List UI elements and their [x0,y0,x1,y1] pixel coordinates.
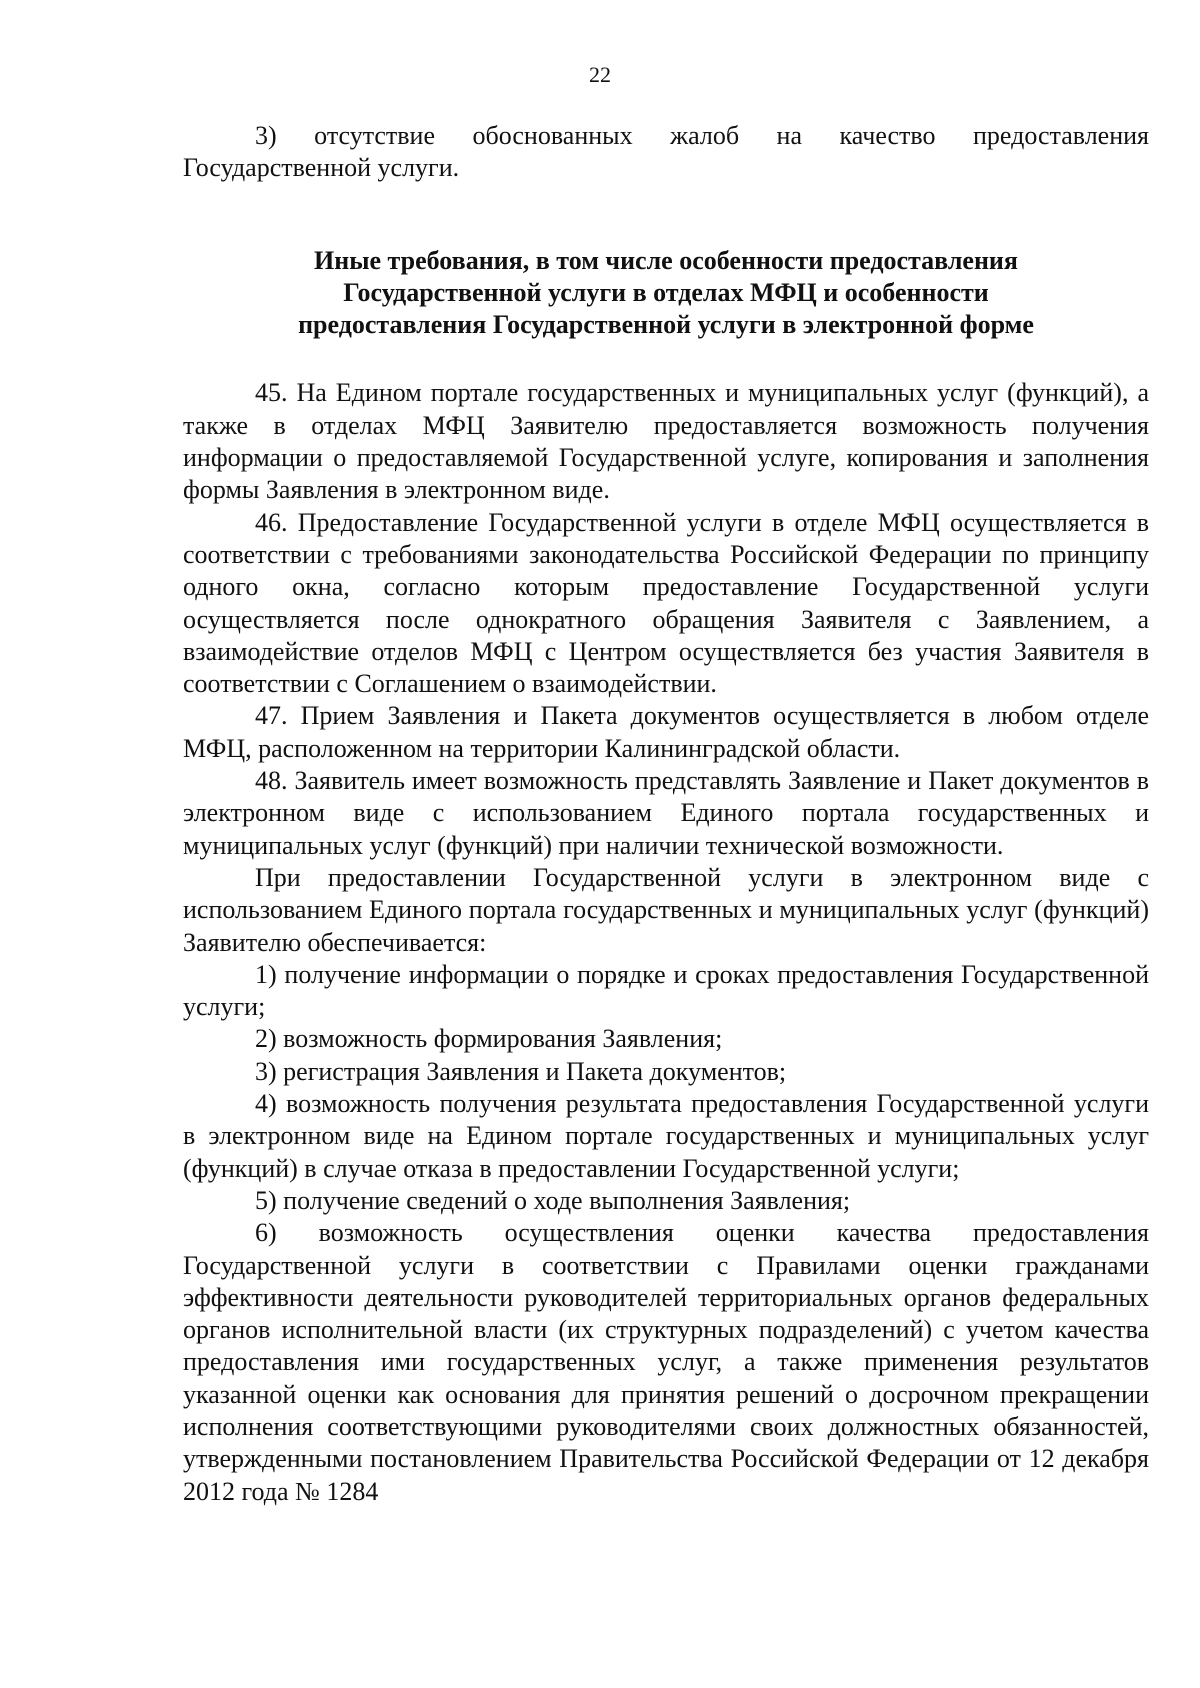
list-item-4: 4) возможность получения результата предоставления Государственной услуги в электронном виде на Едином портале государственных и муниципальных услуг (функций) в случае отказа в предоставлении Государственной услуги; [183,1089,1149,1183]
section-heading [183,245,1149,342]
list-item-5: 5) получение сведений о ходе выполнения Заявления; [255,1185,851,1215]
paragraph-electronic-intro: При предоставлении Государственной услуги в электронном виде с использованием Единого портала государственных и муниципальных услуг (функций) Заявителю обеспечивается: [183,862,1149,957]
document-body [183,120,1149,1508]
list-item-6: 6) возможность осуществления оценки качества предоставления Государственной услуги в соответствии с Правилами оценки гражданами эффективности деятельности руководителей территориальных органов федеральных органов исполнительной власти (их структурных подразделений) с учетом качества предоставления ими государственных услуг, а также применения результатов указанной оценки как основания для принятия решений о досрочном прекращении исполнения соответствующими руководителями своих должностных обязанностей, утвержденными постановлением Правительства Российской Федерации от 12 декабря 2012 года № 1284 [183,1218,1149,1506]
page-number: 22 [589,62,611,87]
section-heading-line: Государственной услуги в отделах МФЦ и особенности [343,277,989,307]
section-heading-line: Иные требования, в том числе особенности предоставления [314,245,1018,275]
paragraph-45: 45. На Едином портале государственных и муниципальных услуг (функций), а также в отделах МФЦ Заявителю предоставляется возможность получения информации о предоставляемой Государственной услуге, копирования и заполнения формы Заявления в электронном виде. [183,378,1149,505]
list-item-2: 2) возможность формирования Заявления; [255,1024,723,1054]
paragraph-48: 48. Заявитель имеет возможность представлять Заявление и Пакет документов в электронном виде с использованием Единого портала государственных и муниципальных услуг (функций) при наличии технической возможности. [183,766,1149,860]
section-heading-line: предоставления Государственной услуги в электронной форме [298,310,1034,340]
intro-list-item: 3) отсутствие обоснованных жалоб на качество предоставления Государственной услуги. [183,121,1149,183]
list-item-3: 3) регистрация Заявления и Пакета документов; [255,1056,787,1086]
paragraph-46: 46. Предоставление Государственной услуги в отделе МФЦ осуществляется в соответствии с требованиями законодательства Российской Федерации по принципу одного окна, согласно которым предоставление Государственной услуги осуществляется после однократного обращения Заявителя с Заявлением, а взаимодействие отделов МФЦ с Центром осуществляется без участия Заявителя в соответствии с Соглашением о взаимодействии. [183,507,1149,699]
paragraph-47: 47. Прием Заявления и Пакета документов осуществляется в любом отделе МФЦ, расположенном на территории Калининградской области. [183,701,1149,763]
list-item-1: 1) получение информации о порядке и сроках предоставления Государственной услуги; [183,959,1149,1022]
